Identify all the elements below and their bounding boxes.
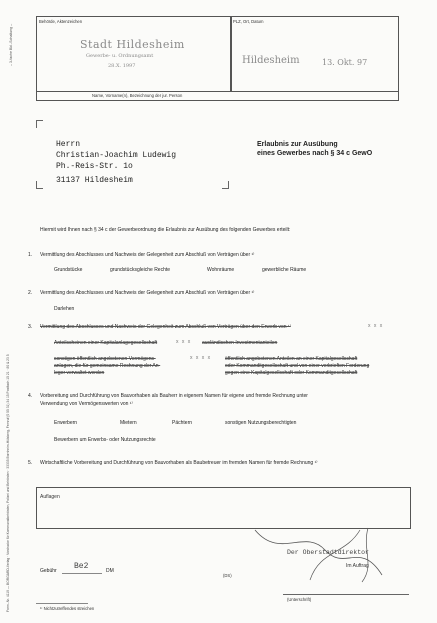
item-3-text: Vermittlung des Abschlusses und Nachweis der Gelegenheit zum Abschluß von Verträgen über den Erwerb von ¹⁾ (40, 324, 291, 330)
corner-mark-br-h (222, 188, 229, 189)
ds-label: (DS) (223, 573, 232, 578)
title-line-2: eines Gewerbes nach § 34 c GewO (257, 150, 373, 157)
item-4-option-sonstige: sonstigen Nutzungsberechtigten (225, 420, 297, 426)
strike-x-mark: x x x (176, 339, 192, 345)
footnote-divider (36, 603, 88, 604)
stamp-date: 28.X. 1997 (108, 63, 136, 69)
item-4-option-mietern: Mietern (120, 420, 137, 426)
item-3-option-oeffentlich-1: öffentlich angebotenen Anteilen an einer Kapitalgesellschaft (225, 356, 358, 362)
item-1-option-wohnraeume: Wohnräume (207, 267, 235, 273)
item-3-option-anteilscheine: Anteilscheinen einer Kapitalanlagegesellschaft (54, 340, 158, 346)
item-3-number: 3. (28, 324, 33, 330)
item-2-text: Vermittlung des Abschlusses und Nachweis der Gelegenheit zum Abschluß von Verträgen über ¹⁾ (40, 290, 255, 296)
plz-box (230, 16, 399, 92)
item-3-option-sonstige-3: leger verwaltet werden (54, 370, 105, 376)
item-1-option-grundstuecke: Grundstücke (54, 267, 83, 273)
address-line-2: Christian-Joachim Ludewig (56, 151, 177, 160)
address-line-1: Herrn (56, 140, 81, 149)
item-1-text: Vermittlung des Abschlusses und Nachweis der Gelegenheit zum Abschluß von Verträgen über ¹⁾ (40, 252, 255, 258)
plz-label: PLZ, Ort, Datum (233, 19, 264, 24)
item-1-option-rechte: grundstücksgleiche Rechte (110, 267, 171, 273)
item-5-number: 5. (28, 460, 33, 466)
strike-x-mark: x x x (368, 323, 384, 329)
margin-publisher-note: Form.-Nr. 4119 — BORGARD-Verlag · Vordrucke für Kommunalbehörden, Polizei und Behörden · 33335 Bornheim-Hülsberg, Fernruf (0 55 31) 34 15 Postfach 15 21 · 80 & 23 5 (6, 354, 10, 612)
behoerde-label: Behörde, Aktenzeichen (39, 19, 83, 24)
item-4-option-paechtern: Pächtern (172, 420, 193, 426)
item-1-number: 1. (28, 252, 33, 258)
footnote: ¹⁾ Nichtzutreffendes streichen (40, 606, 95, 611)
fee-label: Gebühr (40, 568, 57, 574)
item-4-option-bewerbern: Bewerbern um Erwerbs- oder Nutzungsrechte (54, 437, 156, 443)
item-5-text: Wirtschaftliche Vorbereitung und Durchführung von Bauvorhaben als Baubetreuer im fremden Namen für fremde Rechnung ¹⁾ (40, 460, 318, 466)
item-3-option-ausland: ausländischen Investmentanteilen (202, 340, 278, 346)
item-2-option-darlehen: Darlehen (54, 306, 75, 312)
item-4-number: 4. (28, 393, 33, 399)
margin-top-note: – 3-fache Bkl.-Schaltung – (9, 23, 13, 66)
item-3-option-sonstige-1: sonstigen öffentlich angebotenen Vermögens- (54, 356, 156, 362)
im-auftrag: Im Auftrag (346, 563, 369, 569)
strike-x-mark: x x x x (190, 355, 212, 361)
corner-mark-tl (36, 120, 37, 128)
fee-value: Be2 (74, 562, 89, 571)
intro-text: Hiermit wird Ihnen nach § 34 c der Gewerbeordnung die Erlaubnis zur Ausübung des folgenden Gewerbes erteilt: (40, 227, 291, 233)
item-3-option-oeffentlich-2: oder Kommanditgesellschaft und von einer verbrieften Forderung (225, 363, 370, 369)
address-line-3: Ph.-Reis-Str. 1o (56, 162, 133, 171)
item-4-option-erwerbern: Erwerbern (54, 420, 78, 426)
name-label: Name, Vorname(n), Bezeichnung der jur. Person (92, 93, 183, 98)
item-3-option-sonstige-2: anlagen, die für gemeinsame Rechnung der An- (54, 363, 161, 369)
fee-unit: DM (106, 568, 114, 574)
item-2-number: 2. (28, 290, 33, 296)
item-4-text-b: Verwendung von Vermögenswerten von ¹⁾ (40, 401, 133, 407)
signature-line (283, 594, 409, 595)
item-4-text-a: Vorbereitung und Durchführung von Bauvorhaben als Bauherr in eigenem Namen für eigene und fremde Rechnung unter (40, 393, 308, 399)
title-line-1: Erlaubnis zur Ausübung (257, 141, 338, 148)
name-label-box (36, 90, 399, 101)
unterschrift-label: (Unterschrift) (287, 597, 312, 602)
date-stamp: 13. Okt. 97 (322, 58, 368, 67)
place-stamp: Hildesheim (242, 55, 300, 66)
address-line-4: 31137 Hildesheim (56, 176, 133, 185)
corner-mark-tl-h (36, 120, 43, 121)
item-3-option-oeffentlich-3: gegen eine Kapitalgesellschaft oder Kommanditgesellschaft (225, 370, 358, 376)
stamp-dept: Gewerbe- u. Ordnungsamt (86, 53, 154, 59)
corner-mark-bl-h (36, 188, 43, 189)
fee-line (62, 573, 102, 574)
signature-title: Der Oberstadtdirektor (287, 549, 369, 556)
auflagen-label: Auflagen (40, 494, 60, 500)
item-1-option-gewerbliche: gewerbliche Räume (262, 267, 307, 273)
stamp-city: Stadt Hildesheim (80, 38, 185, 51)
